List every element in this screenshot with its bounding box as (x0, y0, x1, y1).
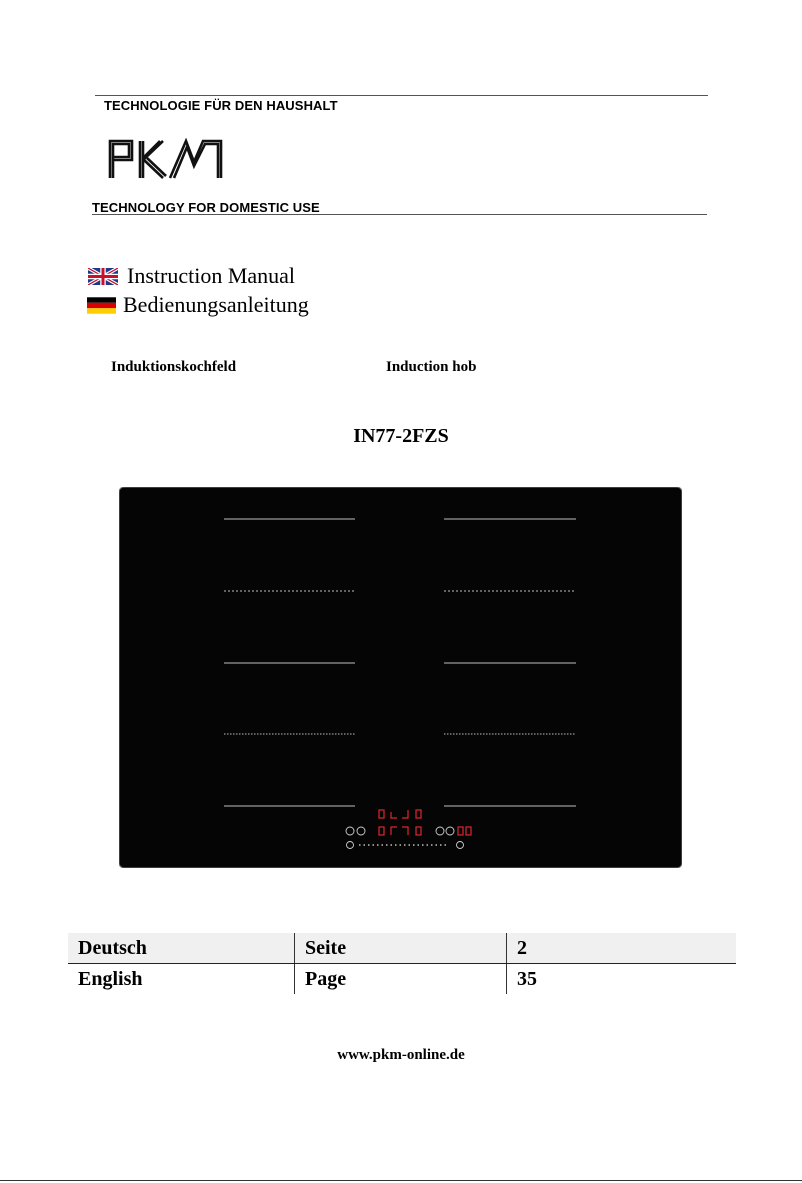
page-number-cell: 35 (517, 967, 537, 990)
page-word-cell: Seite (295, 933, 507, 964)
language-cell: Deutsch (68, 933, 295, 964)
header-top-rule (95, 95, 708, 96)
table-row (68, 933, 736, 964)
page-number-cell: 2 (507, 933, 737, 964)
tagline-english: TECHNOLOGY FOR DOMESTIC USE (92, 200, 320, 215)
tagline-german: TECHNOLOGIE FÜR DEN HAUSHALT (104, 98, 338, 113)
table-row (68, 964, 736, 995)
product-name-german: Induktionskochfeld (111, 359, 237, 375)
language-english (88, 263, 295, 289)
induction-hob-image (119, 487, 682, 868)
header-bottom-rule (92, 214, 707, 215)
instruction-manual-label: Instruction Manual (127, 263, 296, 288)
model-number: IN77-2FZS (353, 425, 449, 447)
germany-flag-icon (87, 295, 116, 316)
product-name-english: Induction hob (386, 359, 477, 375)
language-german (87, 292, 309, 318)
language-page-table (68, 933, 736, 994)
pkm-logo (107, 138, 225, 180)
website-url: www.pkm-online.de (337, 1047, 465, 1063)
bedienungsanleitung-label: Bedienungsanleitung (123, 292, 309, 317)
language-cell: English (68, 964, 295, 995)
page-bottom-edge (0, 1180, 802, 1181)
uk-flag-icon (88, 268, 118, 285)
page-word-cell: Page (295, 964, 507, 995)
